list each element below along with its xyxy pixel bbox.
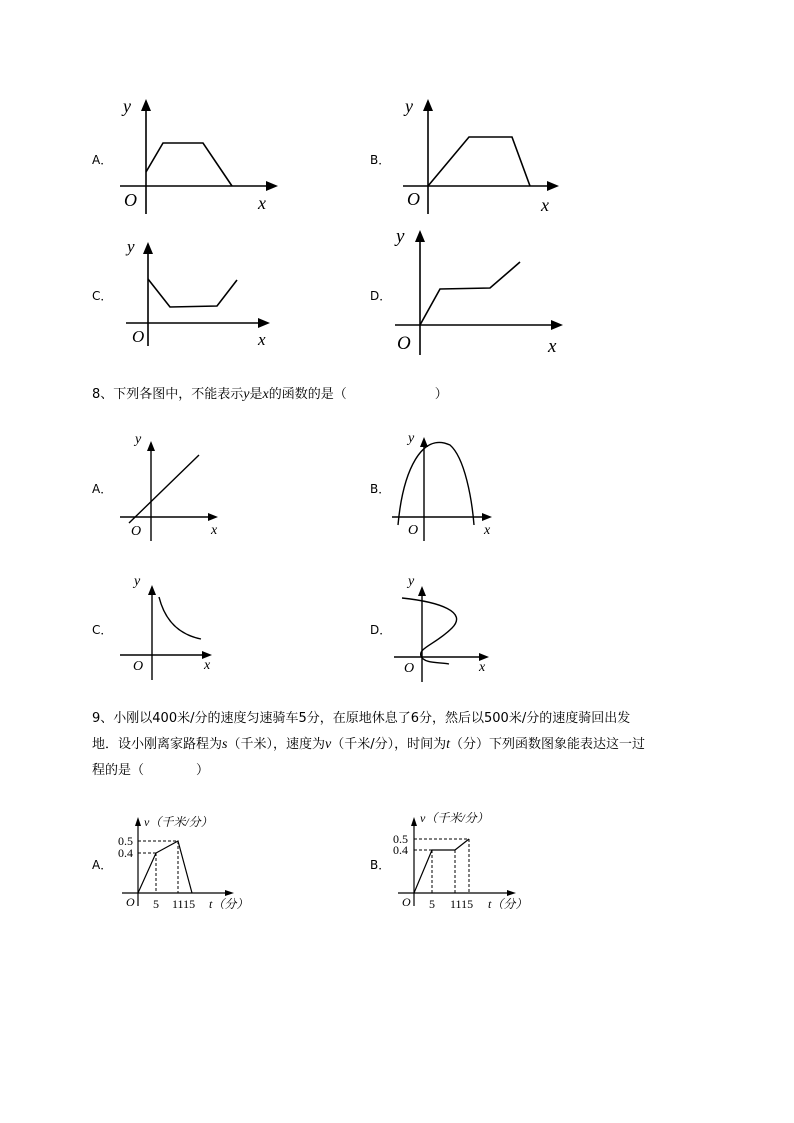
q7c-x-label: x <box>258 330 266 349</box>
q9a-t-axis-label: t（分） <box>209 897 249 911</box>
q7a-x-label: x <box>258 193 266 213</box>
q7c-y-label: y <box>127 237 135 256</box>
q9-stem-line1: 9、小刚以400米/分的速度匀速骑车5分，在原地休息了6分，然后以500米/分的速度骑回出发 <box>92 711 631 726</box>
q7-option-c-label: C． <box>92 289 113 303</box>
q8-option-c-label: C． <box>92 623 113 637</box>
q9-option-b-label: B． <box>370 858 391 872</box>
q9b-t-axis-label: t（分） <box>488 897 528 911</box>
q7a-y-label: y <box>123 96 131 116</box>
q8a-x-label: x <box>211 523 218 538</box>
q7-option-b-label: B． <box>370 153 391 167</box>
q9b-tick-04: 0.4 <box>393 843 408 857</box>
q9a-tick-04: 0.4 <box>118 846 133 860</box>
q9a-tick-1115: 1115 <box>172 897 196 911</box>
q9b-tick-1115: 1115 <box>450 897 474 911</box>
q7d-y-label: y <box>396 226 405 247</box>
q8a-origin-label: O <box>131 524 142 539</box>
q8-option-d-label: D． <box>370 623 392 637</box>
q8-stem: 8、下列各图中，不能表示y是x的函数的是（ ） <box>92 387 448 402</box>
q8d-x-label: x <box>479 660 486 675</box>
q7d-origin-label: O <box>397 333 411 354</box>
q7a-origin-label: O <box>124 190 137 210</box>
q9a-origin-label: O <box>126 895 135 909</box>
q9-stem-line3: 程的是（ ） <box>92 763 210 778</box>
q9b-tick-05: 0.5 <box>393 832 408 846</box>
q8b-origin-label: O <box>408 523 419 538</box>
q9b-origin-label: O <box>402 895 411 909</box>
q8d-origin-label: O <box>404 661 415 676</box>
q7-option-a-label: A． <box>92 153 113 167</box>
q8-option-b-label: B． <box>370 482 391 496</box>
q8d-y-label: y <box>408 574 415 589</box>
q8b-y-label: y <box>408 431 415 446</box>
q8c-x-label: x <box>204 658 211 673</box>
q8b-x-label: x <box>484 523 491 538</box>
q7b-y-label: y <box>405 96 413 116</box>
q7c-origin-label: O <box>132 327 145 346</box>
q8-option-a-label: A． <box>92 482 113 496</box>
q7b-x-label: x <box>541 195 549 215</box>
q9b-tick-5: 5 <box>429 897 435 911</box>
q7-option-d-label: D． <box>370 289 392 303</box>
q8c-origin-label: O <box>133 659 144 674</box>
q8c-y-label: y <box>134 574 141 589</box>
q9a-tick-5: 5 <box>153 897 159 911</box>
q9-stem-line2: 地．设小刚离家路程为s（千米），速度为v（千米/分），时间为t（分）下列函数图象能表达这一过 <box>92 737 645 752</box>
q9a-v-axis-label: v（千米/分） <box>144 815 213 829</box>
q9a-tick-05: 0.5 <box>118 834 133 848</box>
q7b-origin-label: O <box>407 189 420 209</box>
q8a-y-label: y <box>135 432 142 447</box>
q9-option-a-label: A． <box>92 858 113 872</box>
q7d-x-label: x <box>548 336 557 357</box>
q9b-v-axis-label: v（千米/分） <box>420 811 489 825</box>
